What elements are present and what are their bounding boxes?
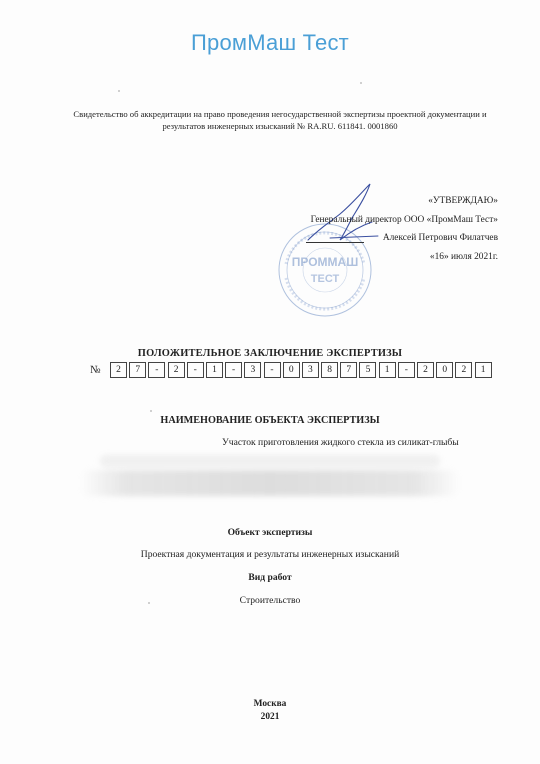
svg-text:ПРОММАШ: ПРОММАШ <box>291 255 359 269</box>
director-name: Алексей Петрович Филатчев <box>382 233 498 243</box>
number-sign: № <box>90 364 101 376</box>
number-cell: 7 <box>340 362 357 378</box>
number-cell: 0 <box>436 362 453 378</box>
number-cell: 2 <box>110 362 127 378</box>
number-cell: - <box>187 362 204 378</box>
object-name: Участок приготовления жидкого стекла из силикат-глыбы <box>222 437 459 448</box>
number-cell: 0 <box>283 362 300 378</box>
svg-text:ТЕСТ: ТЕСТ <box>310 273 340 285</box>
number-cell: - <box>225 362 242 378</box>
conclusion-number <box>90 362 494 378</box>
approval-date: «16» июля 2021г. <box>429 252 498 262</box>
year: 2021 <box>260 712 280 722</box>
object-name-heading: НАИМЕНОВАНИЕ ОБЪЕКТА ЭКСПЕРТИЗЫ <box>160 415 380 426</box>
expertise-object-text: Проектная документация и результаты инженерных изысканий <box>140 549 400 560</box>
number-cell: 2 <box>455 362 472 378</box>
city: Москва <box>253 699 287 709</box>
scan-speck <box>360 82 362 84</box>
approve-label: «УТВЕРЖДАЮ» <box>428 196 498 206</box>
number-cell: 3 <box>244 362 261 378</box>
director-signature <box>300 178 390 248</box>
scan-speck <box>148 602 150 604</box>
number-cell: 5 <box>359 362 376 378</box>
accreditation-text: Свидетельство об аккредитации на право проведения негосударственной экспертизы проектной документации и результатов инженерных изысканий № RA.RU. 611841. 0001860 <box>73 109 487 131</box>
number-cell: 1 <box>206 362 223 378</box>
work-type-text: Строительство <box>239 595 301 606</box>
number-cell: 3 <box>302 362 319 378</box>
number-cell: - <box>148 362 165 378</box>
scan-speck <box>150 410 152 412</box>
signature-line <box>306 242 364 243</box>
redacted-area-top <box>100 455 440 467</box>
number-cell: - <box>398 362 415 378</box>
company-logo: ПромМаш Тест <box>191 30 349 55</box>
number-cell: 2 <box>417 362 434 378</box>
scan-speck <box>118 90 120 92</box>
number-cell: 2 <box>168 362 185 378</box>
work-type-heading: Вид работ <box>248 572 292 583</box>
number-cell: 8 <box>321 362 338 378</box>
expertise-object-heading: Объект экспертизы <box>227 527 313 538</box>
number-cell: 1 <box>379 362 396 378</box>
number-cell: - <box>264 362 281 378</box>
number-cell: 1 <box>475 362 492 378</box>
number-cell: 7 <box>129 362 146 378</box>
director-position: Генеральный директор ООО «ПромМаш Тест» <box>310 215 498 225</box>
redacted-area <box>80 470 460 496</box>
conclusion-title: ПОЛОЖИТЕЛЬНОЕ ЗАКЛЮЧЕНИЕ ЭКСПЕРТИЗЫ <box>137 348 403 359</box>
number-cells <box>110 362 494 378</box>
